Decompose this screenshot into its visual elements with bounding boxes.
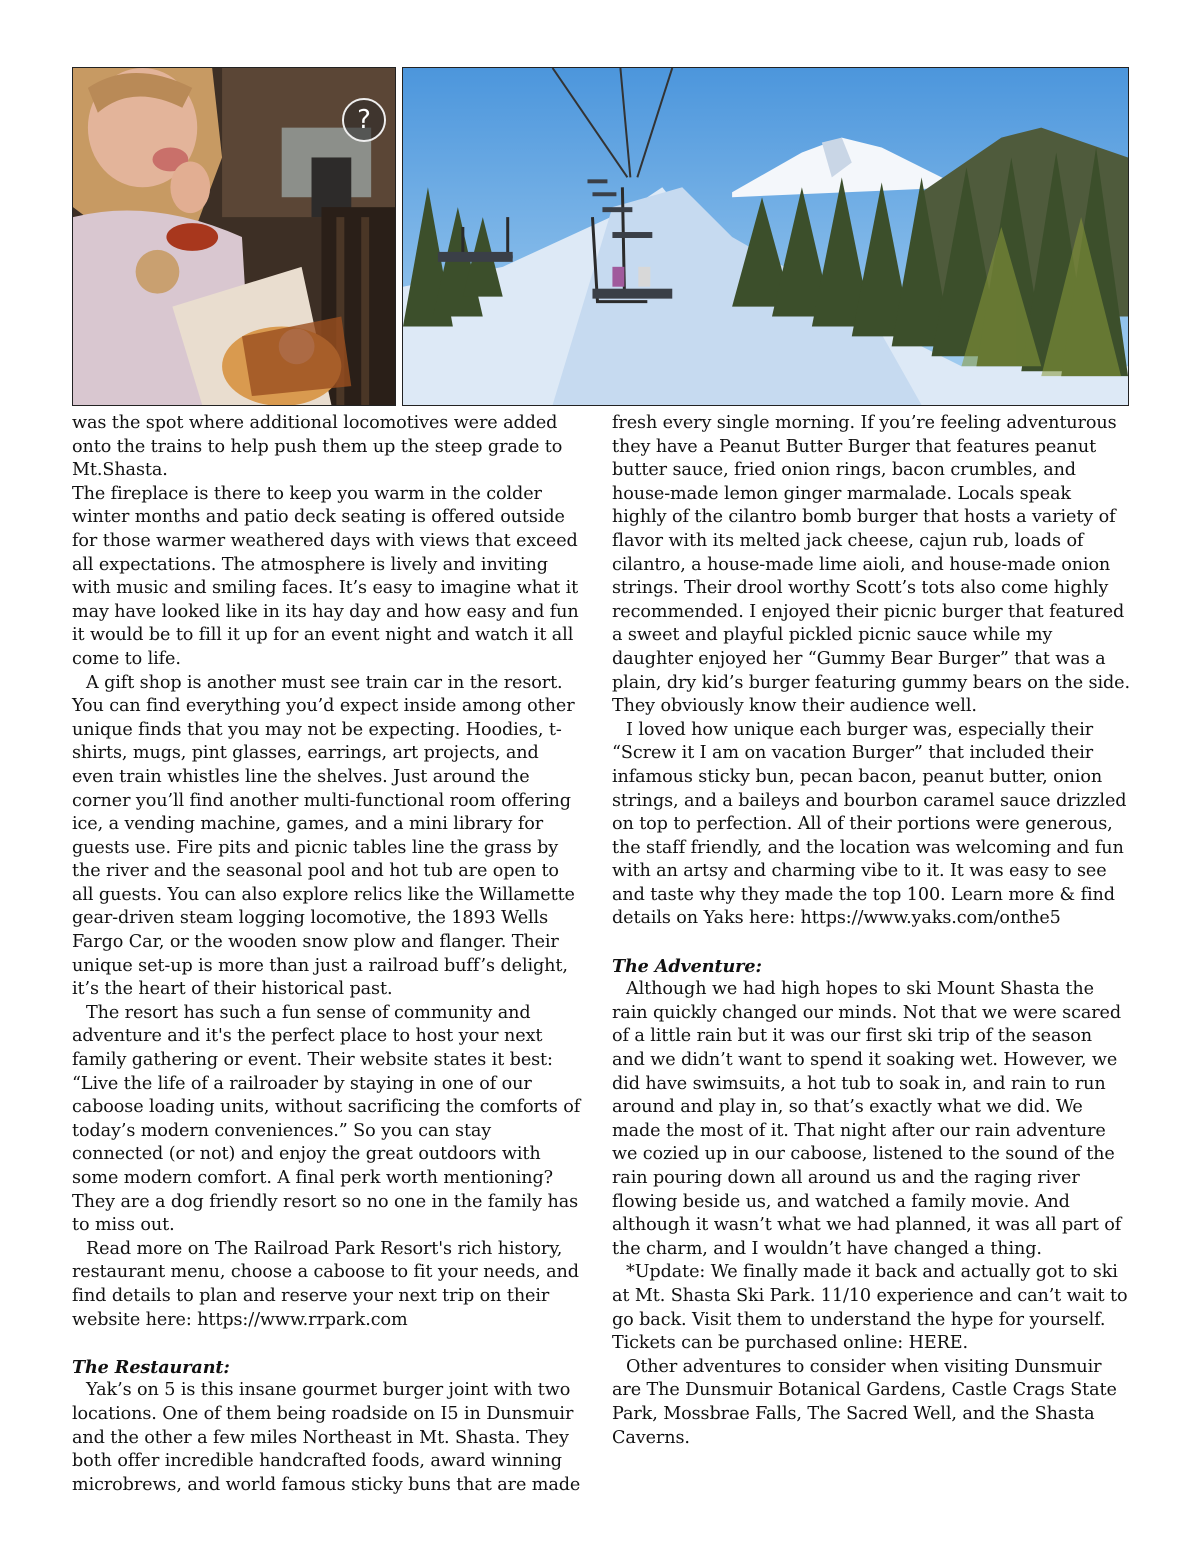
photo-girl-eating-burger [72, 67, 396, 406]
paragraph-yaks: Yak’s on 5 is this insane gourmet burger joint with two locations. One of them being roadside on I5 in Dunsmuir and the other a few miles Northeast in Mt. Shasta. They both offer incredible handcrafted foods, award winning microbrews, and world famous sticky buns that are made [72, 1380, 581, 1495]
paragraph-burgers: fresh every single morning. If you’re feeling adventurous they have a Peanut Butter Burger that features peanut butter sauce, fried onion rings, bacon crumbles, and house-made lemon ginger marmalade. Locals speak highly of the cilantro bomb burger that hosts a variety of flavor with its melted jack cheese, cajun rub, loads of cilantro, a house-made lime aioli, and house-made onion strings. Their drool worthy Scott’s tots also come highly recommended. I enjoyed their picnic burger that featured a sweet and playful pickled picnic sauce while my daughter enjoyed her “Gummy Bear Burger” that was a plain, dry kid’s burger featuring gummy bears on the side. They obviously know their audience well. [612, 413, 1130, 717]
article-column-left [72, 412, 584, 1497]
paragraph-other-adventures: Other adventures to consider when visiting Dunsmuir are The Dunsmuir Botanical Gardens, Castle Crags State Park, Mossbrae Falls, The Sacred Well, and the Shasta Caverns. [612, 1356, 1117, 1448]
heading-restaurant: The Restaurant: [72, 1356, 230, 1378]
paragraph-community: The resort has such a fun sense of community and adventure and it's the perfect place to host your next family gathering or event. Their website states it best: “Live the life of a railroader by staying in one of our caboose loading units, without sacrificing the comforts of today’s modern conveniences.” So you can stay connected (or not) and enjoy the great outdoors with some modern comfort. A final perk worth mentioning? They are a dog friendly resort so no one in the family has to miss out. [72, 1002, 581, 1236]
paragraph-read-more: Read more on The Railroad Park Resort's rich history, restaurant menu, choose a caboose to fit your needs, and find details to plan and reserve your next trip on their website here: https://www.rrpark.com [72, 1238, 579, 1330]
article-column-right [612, 412, 1130, 1450]
heading-adventure: The Adventure: [612, 955, 762, 977]
paragraph-unique-burger: I loved how unique each burger was, especially their “Screw it I am on vacation Burger” that included their infamous sticky bun, pecan bacon, peanut butter, onion strings, and a baileys and bourbon caramel sauce drizzled on top to perfection. All of their portions were generous, the staff friendly, and the location was welcoming and fun with an artsy and charming vibe to it. It was easy to see and taste why they made the top 100. Learn more & find details on Yaks here: https://www.yaks.com/onthe5 [612, 719, 1127, 929]
ski-photo-illustration [403, 68, 1128, 405]
photo-ski-lift-mt-shasta [402, 67, 1129, 406]
paragraph-locomotives: was the spot where additional locomotives were added onto the trains to help push them up the steep grade to Mt.Shasta. [72, 413, 563, 481]
question-mark-icon: ? [342, 98, 386, 142]
paragraph-adventure: Although we had high hopes to ski Mount Shasta the rain quickly changed our minds. Not that we were scared of a little rain but it was our first ski trip of the season and we didn’t want to spend it soaking wet. However, we did have swimsuits, a hot tub to soak in, and rain to run around and play in, so that’s exactly what we did. We made the most of it. That night after our rain adventure we cozied up in our caboose, listened to the sound of the rain pouring down all around us and the raging river flowing beside us, and watched a family movie. And although it wasn’t what we had planned, it was all part of the charm, and I wouldn’t have changed a thing. [612, 979, 1122, 1259]
paragraph-update: *Update: We finally made it back and actually got to ski at Mt. Shasta Ski Park. 11/10 experience and can’t wait to go back. Visit them to understand the hype for yourself. Tickets can be purchased online: HERE. [612, 1262, 1128, 1354]
paragraph-gift-shop: A gift shop is another must see train car in the resort. You can find everything you’d expect inside among other unique finds that you may not be expecting. Hoodies, t-shirts, mugs, pint glasses, earrings, art projects, and even train whistles line the shelves. Just around the corner you’ll find another multi-functional room offering ice, a vending machine, games, and a mini library for guests use. Fire pits and picnic tables line the grass by the river and the seasonal pool and hot tub are open to all guests. You can also explore relics like the Willamette gear-driven steam logging locomotive, the 1893 Wells Fargo Car, or the wooden snow plow and flanger. Their unique set-up is more than just a railroad buff’s delight, it’s the heart of their historical past. [72, 672, 575, 1000]
paragraph-fireplace: The fireplace is there to keep you warm in the colder winter months and patio deck seating is offered outside for those warmer weathered days with views that exceed all expectations. The atmosphere is lively and inviting with music and smiling faces. It’s easy to imagine what it may have looked like in its hay day and how easy and fun it would be to fill it up for an event night and watch it all come to life. [72, 483, 579, 669]
